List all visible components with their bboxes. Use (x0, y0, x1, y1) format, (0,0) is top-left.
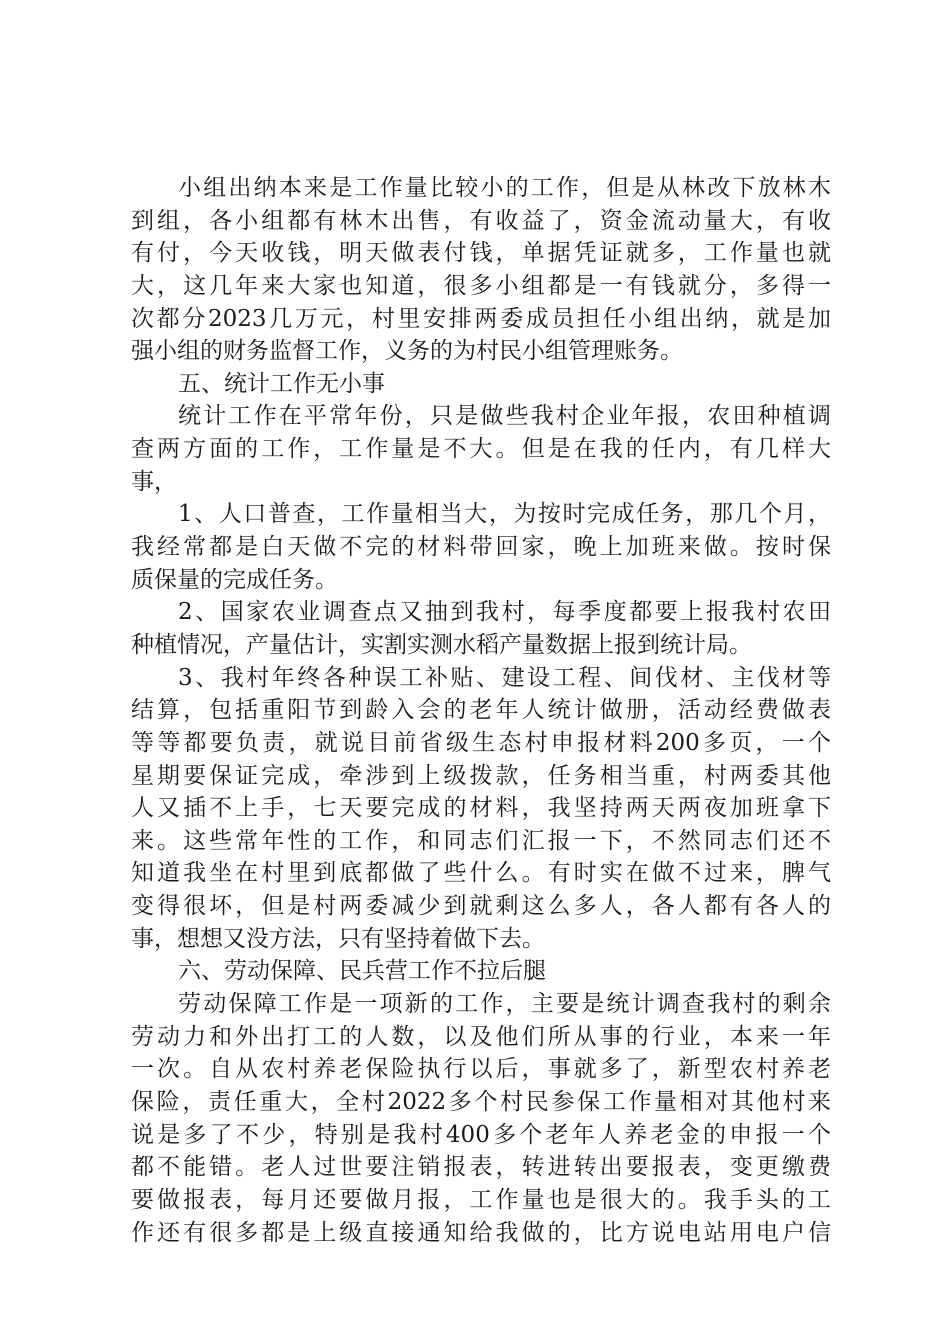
text-line: 劳动力和外出打工的人数，以及他们所从事的行业，本来一年 (131, 1023, 831, 1050)
text-line: 有付，今天收钱，明天做表付钱，单据凭证就多，工作量也就 (131, 240, 831, 267)
text-line: 到组，各小组都有林木出售，有收益了，资金流动量大，有收 (131, 207, 831, 234)
text-line: 2、国家农业调查点又抽到我村，每季度都要上报我村农田 (178, 599, 831, 626)
text-line: 3、我村年终各种误工补贴、建设工程、间伐材、主伐材等 (178, 664, 831, 691)
text-line: 作还有很多都是上级直接通知给我做的，比方说电站用电户信 (131, 1219, 831, 1246)
text-line: 结算，包括重阳节到龄入会的老年人统计做册，活动经费做表 (131, 697, 831, 724)
text-line: 强小组的财务监督工作，义务的为村民小组管理账务。 (131, 338, 683, 365)
text-line: 事，想想又没方法，只有坚持着做下去。 (131, 925, 545, 952)
text-line: 知道我坐在村里到底都做了些什么。有时实在做不过来，脾气 (131, 860, 831, 887)
text-line: 变得很坏，但是村两委减少到就剩这么多人，各人都有各人的 (131, 893, 831, 920)
document-body (131, 172, 831, 1249)
text-line: 大，这几年来大家也知道，很多小组都是一有钱就分，多得一 (131, 272, 831, 299)
text-line: 小组出纳本来是工作量比较小的工作，但是从林改下放林木 (178, 175, 831, 201)
text-line: 统计工作在平常年份，只是做些我村企业年报，农田种植调 (178, 403, 831, 430)
text-line: 一次。自从农村养老保险执行以后，事就多了，新型农村养老 (131, 1056, 831, 1083)
text-line: 次都分2023几万元，村里安排两委成员担任小组出纳，就是加 (131, 305, 831, 332)
text-line: 等等都要负责，就说目前省级生态村申报材料200多页，一个 (131, 729, 831, 756)
text-line: 要做报表，每月还要做月报，工作量也是很大的。我手头的工 (131, 1186, 831, 1213)
text-line: 都不能错。老人过世要注销报表，转进转出要报表，变更缴费 (131, 1154, 831, 1181)
text-line: 五、统计工作无小事 (178, 370, 385, 397)
text-line: 1、人口普查，工作量相当大，为按时完成任务，那几个月， (178, 501, 831, 528)
text-line: 劳动保障工作是一项新的工作，主要是统计调查我村的剩余 (178, 991, 831, 1018)
text-line: 质保量的完成任务。 (131, 566, 338, 593)
text-line: 事， (131, 468, 177, 495)
text-line: 保险，责任重大，全村2022多个村民参保工作量相对其他村来 (131, 1088, 831, 1115)
text-line: 来。这些常年性的工作，和同志们汇报一下，不然同志们还不 (131, 827, 831, 854)
text-line: 查两方面的工作，工作量是不大。但是在我的任内，有几样大 (131, 436, 831, 463)
text-line: 种植情况，产量估计，实割实测水稻产量数据上报到统计局。 (131, 631, 752, 658)
text-line: 人又插不上手，七天要完成的材料，我坚持两天两夜加班拿下 (131, 795, 831, 822)
text-line: 说是多了不少，特别是我村400多个老年人养老金的申报一个 (131, 1121, 831, 1148)
text-line: 星期要保证完成，牵涉到上级拨款，任务相当重，村两委其他 (131, 762, 831, 789)
text-line: 六、劳动保障、民兵营工作不拉后腿 (178, 958, 546, 985)
text-line: 我经常都是白天做不完的材料带回家，晚上加班来做。按时保 (131, 534, 831, 561)
